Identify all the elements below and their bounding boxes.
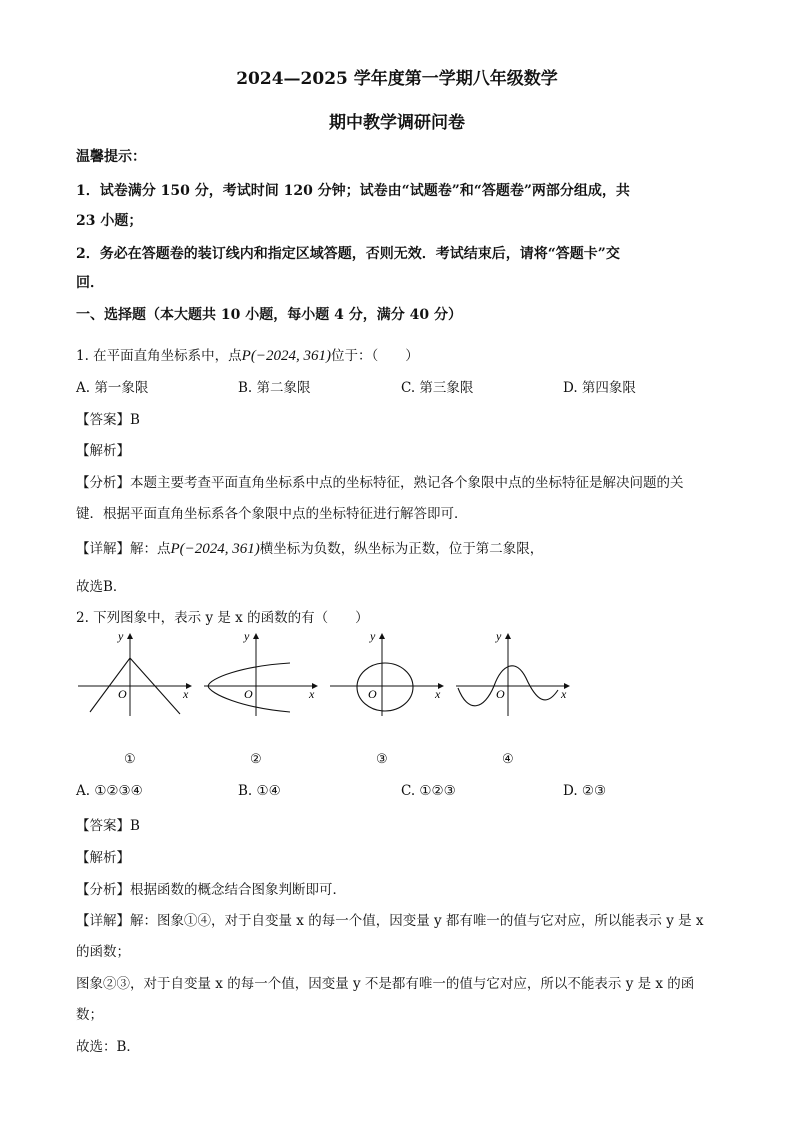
q1-stem-prefix: 1. 在平面直角坐标系中，点 (76, 348, 242, 364)
x-label: x (561, 687, 567, 701)
q2-caption-1: ① (124, 752, 136, 767)
q1-stem-suffix: 位于：（ ） (330, 348, 419, 364)
q2-caption-4: ④ (502, 752, 514, 767)
q2-graph-1 (76, 628, 196, 718)
y-label: y (496, 629, 502, 643)
q2-detail-line2: 的函数； (76, 944, 130, 960)
q1-stem (76, 344, 419, 365)
q2-stem: 2. 下列图象中，表示 y 是 x 的函数的有（ ） (76, 610, 369, 626)
q1-point: P(−2024, 361) (241, 348, 331, 364)
q1-option-b[interactable]: B. 第二象限 (238, 380, 311, 396)
q2-analysis: 【分析】根据函数的概念结合图象判断即可． (76, 882, 346, 898)
section-heading: 一、选择题（本大题共 10 小题，每小题 4 分，满分 40 分） (76, 307, 462, 323)
q2-option-c[interactable]: C. ①②③ (401, 783, 456, 799)
q1-answer: 【答案】B (76, 412, 140, 428)
q1-detail-suffix: 横坐标为负数，纵坐标为正数，位于第二象限， (259, 541, 544, 557)
x-label: x (309, 687, 315, 701)
q1-detail-prefix: 【详解】解：点 (76, 541, 171, 557)
y-label: y (370, 629, 376, 643)
origin-label: O (368, 687, 377, 701)
notice-item-2a: 2．务必在答题卷的装订线内和指定区域答题，否则无效．考试结束后，请将“答题卡”交 (76, 246, 620, 262)
notice-item-1b: 23 小题； (76, 213, 143, 229)
origin-label: O (118, 687, 127, 701)
q1-option-a[interactable]: A. 第一象限 (76, 380, 149, 396)
x-label: x (435, 687, 441, 701)
q2-conclusion: 故选：B． (76, 1039, 140, 1055)
q1-analysis-line2: 键．根据平面直角坐标系各个象限中点的坐标特征进行解答即可． (76, 506, 468, 522)
q1-option-c[interactable]: C. 第三象限 (401, 380, 474, 396)
q1-analysis-line1: 【分析】本题主要考查平面直角坐标系中点的坐标特征，熟记各个象限中点的坐标特征是解决问题的关 (76, 475, 684, 491)
q1-conclusion: 故选B． (76, 579, 127, 595)
origin-label: O (244, 687, 253, 701)
q1-detail (76, 537, 543, 558)
q1-detail-point: P(−2024, 361) (170, 541, 260, 557)
q1-analysis-label: 【解析】 (76, 443, 130, 459)
q2-answer: 【答案】B (76, 818, 140, 834)
y-label: y (244, 629, 250, 643)
ellipse-curve (357, 663, 413, 711)
q2-detail-line4: 数； (76, 1007, 103, 1023)
q1-option-d[interactable]: D. 第四象限 (563, 380, 636, 396)
x-label: x (183, 687, 189, 701)
q2-graph-4 (454, 628, 574, 718)
page-title: 2024—2025 学年度第一学期八年级数学 (236, 69, 558, 89)
notice-heading: 温馨提示： (76, 149, 146, 165)
q2-analysis-label: 【解析】 (76, 850, 130, 866)
q2-detail-line3: 图象②③，对于自变量 x 的每一个值，因变量 y 不是都有唯一的值与它对应，所以不能表示 y 是 x 的函 (76, 976, 695, 992)
page-subtitle: 期中教学调研问卷 (329, 113, 465, 133)
q2-option-a[interactable]: A. ①②③④ (76, 783, 143, 799)
q2-graph-3 (328, 628, 448, 718)
origin-label: O (496, 687, 505, 701)
notice-item-1a: 1．试卷满分 150 分，考试时间 120 分钟；试卷由“试题卷”和“答题卷”两部分组成，共 (76, 183, 630, 199)
q2-caption-2: ② (250, 752, 262, 767)
q2-option-d[interactable]: D. ②③ (563, 783, 607, 799)
q2-graph-2 (202, 628, 322, 718)
q2-option-b[interactable]: B. ①④ (238, 783, 281, 799)
y-label: y (118, 629, 124, 643)
q2-detail-line1: 【详解】解：图象①④，对于自变量 x 的每一个值，因变量 y 都有唯一的值与它对应，所以能表示 y 是 x (76, 913, 704, 929)
notice-item-2b: 回． (76, 275, 104, 291)
q2-caption-3: ③ (376, 752, 388, 767)
